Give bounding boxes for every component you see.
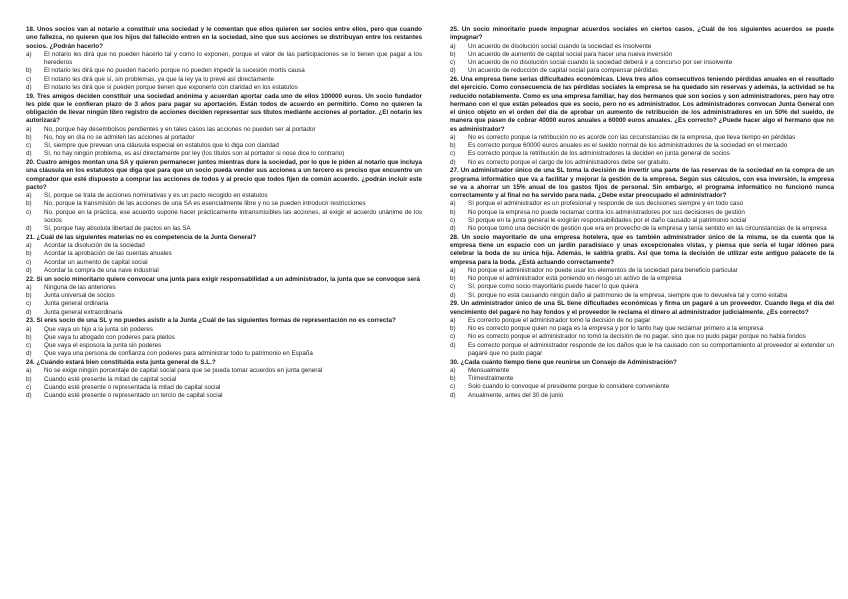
option-text: El notario les dirá que sí pueden porque tienen que exponerlo con claridad en los estatutos	[44, 83, 298, 91]
answer-option	[450, 142, 834, 150]
option-text: Sí, porque hay absoluta libertad de pactos en las SA	[44, 225, 191, 232]
option-letter: d)	[450, 341, 456, 349]
answer-option	[450, 292, 834, 300]
answer-option	[450, 283, 834, 291]
option-text: El notario les dirá que no pueden hacerlo porque no pueden impedir la sucesión mortis causa	[44, 67, 305, 75]
option-text: Cuando esté presente o representada la mitad de capital social	[44, 383, 221, 391]
answer-option	[26, 334, 422, 342]
option-letter: c)	[26, 300, 32, 308]
answer-option	[26, 134, 422, 142]
question-block	[450, 167, 834, 233]
option-text: No porque tomó una decisión de gestión que era en provecho de la empresa y tenía sentido en las circunstancias de la empresa	[468, 225, 827, 232]
option-text: Sí porque en la junta general le exigirán responsabilidades por el daño causado al patrimonio social	[468, 216, 747, 224]
option-text: No se exige ningún porcentaje de capital social para que se pueda tomar acuerdos en junta general	[44, 367, 323, 375]
option-text: Acordar la disolución de la sociedad	[44, 242, 145, 249]
option-text: Ninguna de las anteriores	[44, 283, 116, 291]
answer-option	[26, 350, 422, 358]
option-text: No, porque la transmisión de las acciones de una SA es esencialmente libre y no se pueden introducir restricciones	[44, 200, 366, 208]
option-text: Un acuerdo de aumento de capital social para hacer una nueva inversión	[468, 50, 673, 58]
option-text: Junta general ordinaria	[44, 300, 109, 308]
option-letter: a)	[26, 367, 32, 375]
option-text: Anualmente, antes del 30 de junio	[468, 391, 564, 399]
answer-option	[26, 309, 422, 317]
question-statement: Un administrador único de una SL toma la decisión de invertir una parte de las reservas de la sociedad en la compra de un programa informático que va a facilitar y mejorar la gestión de la empresa. Según sus cálculos, con esa inversión, la empresa se va a ahorrar un 15% anual de los gastos fijos de personal. Sin embargo, el programa informático no funcionó nunca correctamente y al final no ha servido para nada. ¿Debe estar preocupado el administrador?	[450, 167, 834, 199]
option-letter: a)	[450, 200, 456, 208]
question-statement: Tres amigos deciden constituir una sociedad anónima y acuerdan aportar cada uno de ellos 100000 euros. Un socio fundador les pide que le confieran plazo de 3 años para pagar su aportación. Están todos de acuerdo en permitirlo. Como no quieren la obligación de llevar ningún libro registro de acciones deciden representar sus títulos mediante acciones al portador. ¿El notario les autorizará?	[26, 92, 423, 125]
question-block	[450, 300, 834, 358]
question-number: 18.	[26, 26, 35, 33]
option-letter: c)	[26, 258, 32, 266]
option-letter: b)	[450, 325, 456, 332]
option-letter: d)	[26, 392, 32, 399]
question-block	[26, 93, 422, 159]
question-block	[26, 317, 422, 358]
question-block	[26, 234, 422, 275]
option-text: Es correcto porque la retribución de los administradores la deciden en junta general de socios	[468, 150, 730, 158]
option-letter: c)	[450, 383, 456, 391]
option-text: Que vaya tu abogado con poderes para pleitos	[44, 333, 175, 341]
option-text: Acordar la compra de una nave industrial	[44, 266, 159, 274]
option-text: No es correcto porque quien no paga es la empresa y por lo tanto hay que reclamar primero a la empresa	[468, 325, 764, 332]
answer-option	[450, 51, 834, 59]
option-text: Sí, porque se trata de acciones nominativas y es un pacto recogido en estatutos	[44, 192, 268, 199]
question-block	[26, 359, 422, 400]
option-letter: a)	[26, 192, 32, 199]
answer-option	[450, 209, 834, 217]
option-letter: a)	[26, 242, 32, 249]
answer-option	[26, 51, 422, 68]
question-statement: Si un socio minoritario quiere convocar una junta para exigir responsabilidad a un administrador, la junta que se convoque será	[36, 275, 421, 283]
option-letter: d)	[450, 158, 456, 166]
question-number: 24.	[26, 359, 35, 366]
question-number: 20.	[26, 159, 35, 166]
question-statement: Unos socios van al notario a constituir una sociedad y le comentan que ellos quieren ser socios entre ellos, pero que cuando uno fallezca, no quieren que los hijos del fallecido entren en la sociedad, sino que sus acciones se distribuyan entre los restantes socios. ¿Podrán hacerlo?	[26, 26, 423, 50]
answer-option	[26, 300, 422, 308]
answer-option	[26, 284, 422, 292]
answer-option	[450, 275, 834, 283]
left-column	[26, 26, 422, 401]
option-text: No, hoy en día no se admiten las acciones al portador	[44, 133, 195, 141]
option-letter: b)	[26, 250, 32, 258]
option-text: Un acuerdo de disolución social cuando la sociedad es insolvente	[468, 42, 652, 50]
option-letter: d)	[26, 150, 32, 158]
option-letter: b)	[26, 67, 32, 75]
question-text	[450, 359, 834, 367]
option-letter: b)	[26, 200, 32, 208]
option-text: No, porque hay desembolsos pendientes y en tales casos las acciones no pueden ser al portador	[44, 125, 316, 133]
question-number: 21.	[26, 233, 35, 241]
option-letter: c)	[450, 216, 456, 224]
option-letter: d)	[450, 391, 456, 399]
option-text: Sí, no hay ningún problema, es así directamente por ley (los títulos son al portador si nose dice lo contrario)	[44, 150, 345, 158]
answer-option	[26, 76, 422, 84]
question-text	[450, 26, 834, 43]
answer-option	[450, 200, 834, 208]
answer-option	[26, 67, 422, 75]
option-text: No es correcto porque el administrador no tomó la decisión de no pagar, sino que no pudo pagar porque no había fondos	[468, 333, 806, 341]
option-text: Sí, porque como socio mayoritario puede hacer lo que quiera	[468, 283, 639, 291]
question-text	[26, 317, 422, 325]
question-number: 25.	[450, 26, 459, 33]
question-statement: Un socio minoritario puede impugnar acuerdos sociales en ciertos casos. ¿Cuál de los siguientes acuerdos se puede impugnar?	[450, 26, 835, 42]
option-letter: d)	[26, 225, 32, 232]
option-text: Sí, siempre que prevean una cláusula especial en estatutos que lo diga con claridad	[44, 142, 279, 149]
question-text	[26, 26, 422, 51]
option-text: No es correcto porque el cargo de los administradores debe ser gratuito.	[468, 158, 671, 166]
question-statement: ¿Cada cuánto tiempo tiene que reunirse un Consejo de Administración?	[460, 358, 677, 366]
option-text: Acordar la aprobación de las cuentas anuales	[44, 250, 172, 258]
option-letter: a)	[450, 266, 456, 274]
answer-option	[26, 242, 422, 250]
question-text	[26, 234, 422, 242]
option-letter: a)	[450, 316, 456, 324]
answer-option	[450, 267, 834, 275]
option-text: Sí, porque no está causando ningún daño al patrimonio de la empresa, siempre que lo devuelva tal y como estaba	[468, 291, 788, 299]
question-text	[26, 93, 422, 126]
question-block	[450, 234, 834, 300]
answer-option	[26, 326, 422, 334]
option-text: Junta general extraordinaria	[44, 308, 123, 316]
option-text: Es correcto porque el administrador tomó la decisión de no pagar	[468, 316, 651, 324]
option-letter: c)	[26, 342, 32, 349]
option-letter: c)	[450, 333, 456, 341]
option-letter: c)	[450, 59, 456, 66]
option-text: Un acuerdo de reducción de capital social para compensar pérdidas	[468, 67, 659, 75]
answer-option	[26, 367, 422, 375]
answer-option	[26, 84, 422, 92]
answer-option	[450, 325, 834, 333]
option-letter: d)	[450, 67, 456, 75]
question-block	[26, 276, 422, 317]
question-text	[450, 234, 834, 267]
question-statement: Un administrador único de una SL tiene dificultades económicas y firma un pagaré a un proveedor. Cuando llega el día del vencimiento del pagaré no hay fondos y el proveedor le reclama el dinero al administrador judicialmente. ¿Es correcto?	[450, 300, 834, 316]
question-text	[26, 276, 422, 284]
answer-option	[450, 67, 834, 75]
option-letter: d)	[450, 291, 456, 299]
question-block	[26, 159, 422, 233]
answer-option	[450, 333, 834, 341]
option-text: Un acuerdo de no disolución social cuando la sociedad deberá ir a concurso por ser insolvente	[468, 59, 733, 66]
option-letter: c)	[26, 208, 32, 216]
question-text	[26, 359, 422, 367]
option-text: Cuando esté presente la mitad de capital social	[44, 375, 177, 383]
answer-option	[26, 192, 422, 200]
option-letter: c)	[26, 383, 32, 391]
option-text: Sí porque el administrador es un profesional y responde de sus decisiones siempre y en todo caso	[468, 200, 744, 208]
answer-option	[450, 317, 834, 325]
option-text: Acordar un aumento de capital social	[44, 258, 148, 266]
option-letter: c)	[450, 283, 456, 291]
answer-option	[450, 159, 834, 167]
answer-option	[450, 375, 834, 383]
question-statement: ¿Cuándo estará bien constituida esta junta general de S.L.?	[36, 359, 216, 366]
question-statement: Una empresa tiene serias dificultades económicas. Lleva tres años consecutivos teniendo pérdidas anuales en el resultado del ejercicio. Como consecuencia de las pérdidas sociales la empresa se ha quedado sin reservas y además, la actividad se ha reducido notablemente. Como es una empresa familiar, hay dos hermanos que son socios y son administradores, pero hay otro hermano con el que están peleados que es socio, pero no es administrador. Los administradores convocan Junta General con el único objeto en el orden del día de aprobar un aumento de retribución de los administradores en un 50% del sueldo, de manera que pasen de cobrar 40000 euros anuales a 60000 euros anuales. ¿Es correcto? ¿Puede hacer algo el hermano que no es administrador?	[450, 76, 834, 133]
question-block	[450, 76, 834, 167]
option-text: Trimestralmente	[468, 375, 514, 382]
question-statement: Cuatro amigos montan una SA y quieren permanecer juntos mientras dure la sociedad, por lo que le piden al notario que incluya una cláusula en los estatutos que diga que para que un socio pueda vender sus acciones a un tercero es preciso que encuentre un comprador que esté dispuesto a comprar las acciones de todos y al precio que todos fijen de común acuerdo. ¿podrán incluir este pacto?	[26, 159, 422, 191]
option-letter: c)	[26, 75, 32, 83]
option-text: No es correcto porque la retribución no es acorde con las circunstancias de la empresa, que lleva tiempo en pérdidas	[468, 133, 796, 141]
option-text: Mensualmente	[468, 366, 510, 374]
question-number: 29.	[450, 300, 459, 308]
option-letter: b)	[450, 50, 456, 58]
answer-option	[26, 250, 422, 258]
option-letter: a)	[26, 50, 32, 58]
option-text: No, porque en la práctica, ese acuerdo supone hacer prácticamente intransmisibles las acciones, al exigir el acuerdo unánime de los socios	[44, 208, 422, 224]
answer-option	[26, 392, 422, 400]
answer-option	[26, 384, 422, 392]
question-text	[26, 159, 422, 192]
question-number: 19.	[26, 92, 35, 100]
answer-option	[26, 225, 422, 233]
option-text: No porque la empresa no puede reclamar contra los administradores por sus decisiones de gestión	[468, 208, 745, 216]
answer-option	[26, 376, 422, 384]
option-letter: a)	[26, 125, 32, 133]
question-number: 28.	[450, 233, 459, 241]
option-letter: b)	[450, 375, 456, 382]
question-statement: ¿Cuál de las siguientes materias no es competencia de la Junta General?	[36, 233, 257, 241]
option-text: Es correcto porque el administrador responde de los daños que le ha causado con su comportamiento al proveedor al extender un pagaré que no pudo pagar	[468, 341, 834, 357]
option-text: Que vaya el esposo/a la junta sin poderes	[44, 342, 162, 349]
option-letter: b)	[450, 142, 456, 149]
option-letter: c)	[26, 142, 32, 149]
option-letter: a)	[26, 325, 32, 333]
option-letter: a)	[26, 283, 32, 291]
question-number: 30.	[450, 358, 459, 366]
option-text: No porque el administrador está poniendo en riesgo un activo de la empresa	[468, 275, 682, 282]
option-text: No porque el administrador no puede usar los elementos de la sociedad para beneficio particular	[468, 266, 738, 274]
option-letter: d)	[450, 225, 456, 232]
option-text: Que vaya un hijo a la junta sin poderes	[44, 325, 153, 333]
answer-option	[26, 342, 422, 350]
answer-option	[450, 383, 834, 391]
option-letter: b)	[26, 133, 32, 141]
option-letter: d)	[26, 83, 32, 91]
answer-option	[450, 392, 834, 400]
question-number: 22.	[26, 275, 35, 283]
answer-option	[450, 367, 834, 375]
answer-option	[450, 217, 834, 225]
question-statement: Un socio mayoritario de una empresa hotelera, que es también administrador único de la misma, se da cuenta que la empresa tiene un espacio con un jardín paradisíaco y unas excepcionales vistas, y piensa que sería el lugar idóneo para celebrar la boda de su única hija. Además, le saldría gratis. Así que toma la decisión de utilizar este antiguo palacete de la empresa para la boda. ¿Está actuando correctamente?	[450, 233, 834, 266]
answer-option	[450, 150, 834, 158]
question-number: 27.	[450, 167, 459, 175]
right-column	[450, 26, 834, 400]
option-letter: d)	[26, 350, 32, 358]
answer-option	[26, 267, 422, 275]
answer-option	[450, 342, 834, 359]
answer-option	[26, 292, 422, 300]
question-number: 26.	[450, 76, 459, 83]
option-text: Cuando esté presente o representado un tercio de capital social	[44, 392, 223, 399]
question-statement: Si eres socio de una SL y no puedes asistir a la Junta ¿Cuál de las siguientes formas de representación no es correcta?	[36, 317, 396, 325]
question-block	[450, 26, 834, 76]
option-letter: b)	[450, 208, 456, 216]
option-text: Que vaya una persona de confianza con poderes para administrar todo tu patrimonio en España	[44, 350, 313, 358]
answer-option	[26, 126, 422, 134]
option-letter: d)	[26, 308, 32, 316]
option-letter: b)	[26, 333, 32, 341]
option-letter: a)	[450, 133, 456, 141]
answer-option	[450, 59, 834, 67]
option-letter: a)	[450, 366, 456, 374]
answer-option	[26, 142, 422, 150]
question-block	[450, 359, 834, 400]
question-text	[450, 300, 834, 317]
option-letter: a)	[450, 42, 456, 50]
question-text	[450, 76, 834, 134]
answer-option	[26, 209, 422, 226]
option-letter: b)	[450, 275, 456, 282]
answer-option	[450, 43, 834, 51]
question-number: 23.	[26, 317, 35, 325]
option-letter: b)	[26, 292, 32, 299]
answer-option	[26, 150, 422, 158]
answer-option	[26, 200, 422, 208]
option-text: El notario les dirá que sí, sin problemas, ya que la ley ya lo prevé así directamente	[44, 75, 274, 83]
question-text	[450, 167, 834, 200]
answer-option	[26, 259, 422, 267]
option-text: Junta universal de socios	[44, 292, 115, 299]
option-letter: b)	[26, 375, 32, 383]
answer-option	[450, 225, 834, 233]
option-letter: d)	[26, 266, 32, 274]
option-text: Solo cuando lo convoque el presidente porque lo considere conveniente	[468, 383, 670, 391]
option-letter: c)	[450, 150, 456, 158]
option-text: Es correcto porque 60000 euros anuales es el sueldo normal de los administradores de la sociedad en el mercado	[468, 142, 788, 149]
option-text: El notario les dirá que no pueden hacerlo tal y como lo exponen, porque el valor de las participaciones se lo tienen que pagar a los herederos	[44, 50, 422, 66]
answer-option	[450, 134, 834, 142]
question-block	[26, 26, 422, 92]
